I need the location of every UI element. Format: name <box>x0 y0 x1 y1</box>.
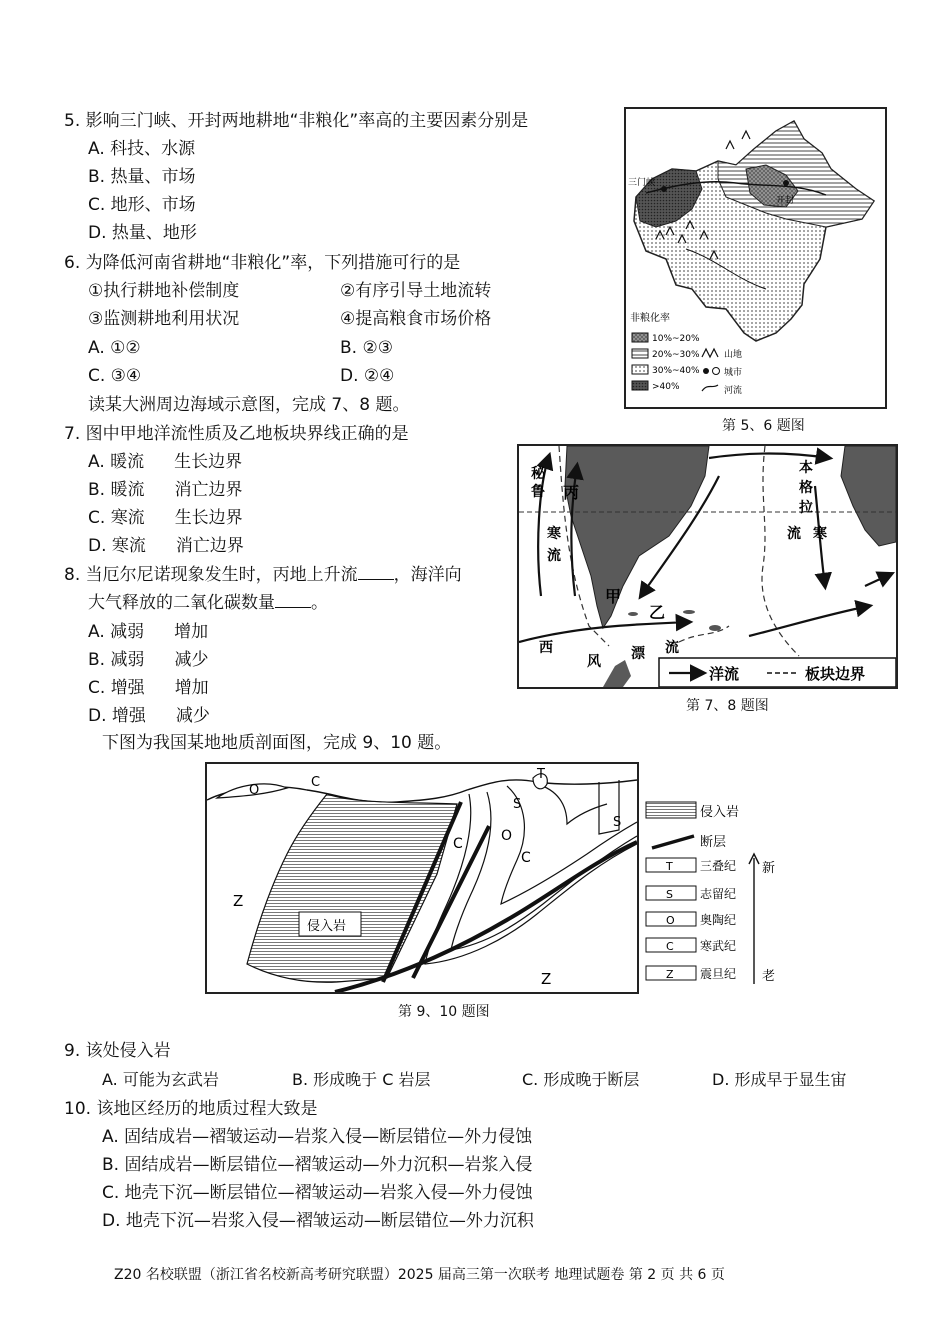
legend-code-o: O <box>666 914 675 927</box>
legend-sinian: 震旦纪 <box>700 967 737 981</box>
q8-stem-line1: 8. 当厄尔尼诺现象发生时，丙地上升流 ，海洋向 <box>64 565 462 585</box>
label-c-top: C <box>311 775 321 790</box>
legend-old: 老 <box>762 969 776 984</box>
benguela-char-2: 格 <box>799 480 813 496</box>
legend-over-40: >40% <box>652 382 680 392</box>
river-legend-icon <box>702 385 718 391</box>
q5-option-a: A. 科技、水源 <box>88 139 196 159</box>
q5-option-c: C. 地形、市场 <box>88 195 196 215</box>
legend-current-label: 洋流 <box>709 665 740 683</box>
q5-option-b: B. 热量、市场 <box>88 167 196 187</box>
peru-current-char-2: 鲁 <box>531 484 545 500</box>
intro-7-8: 读某大洲周边海域示意图，完成 7、8 题。 <box>88 395 410 415</box>
q9-option-c: C. 形成晚于断层 <box>522 1070 640 1089</box>
q6-measure-4: ④提高粮食市场价格 <box>340 309 492 329</box>
q6-stem: 6. 为降低河南省耕地“非粮化”率，下列措施可行的是 <box>64 253 461 273</box>
label-bing: 丙 <box>563 483 580 502</box>
legend-river: 河流 <box>724 386 743 396</box>
q6-measure-2: ②有序引导土地流转 <box>340 281 492 301</box>
legend-code-t: T <box>666 860 673 873</box>
sanmenxia-label: 三门峡 <box>628 178 656 188</box>
label-z-left: Z <box>233 892 244 910</box>
legend-city: 城市 <box>724 368 743 378</box>
legend-30-40: 30%~40% <box>652 366 700 376</box>
peru-current-char-1: 秘 <box>531 466 545 482</box>
benguela-char-5: 寒 <box>813 526 827 542</box>
west-wind-char-1: 西 <box>539 640 553 656</box>
label-yi: 乙 <box>649 603 666 622</box>
label-c-mid: C <box>453 836 463 852</box>
legend-10-20: 10%~20% <box>652 334 700 344</box>
page-footer: Z20 名校联盟（浙江省名校新高考研究联盟）2025 届高三第一次联考 地理试题卷 第 2 页 共 6 页 <box>114 1267 725 1283</box>
q8-option-a: A. 减弱 增加 <box>88 622 209 642</box>
q8-option-b: B. 减弱 减少 <box>88 650 209 670</box>
figure-5-6-caption: 第 5、6 题图 <box>722 418 805 434</box>
benguela-char-3: 拉 <box>799 500 813 516</box>
henan-map-figure <box>624 107 887 409</box>
label-c-low: C <box>521 850 531 866</box>
q6-option-b: B. ②③ <box>340 338 393 358</box>
q10-option-a: A. 固结成岩—褶皱运动—岩浆入侵—断层错位—外力侵蚀 <box>102 1127 533 1147</box>
q9-option-a: A. 可能为玄武岩 <box>102 1070 219 1089</box>
q10-option-d: D. 地壳下沉—岩浆入侵—褶皱运动—断层错位—外力沉积 <box>102 1211 534 1231</box>
q7-option-a: A. 暖流 生长边界 <box>88 452 243 472</box>
legend-silurian: 志留纪 <box>700 887 737 901</box>
q7-stem: 7. 图中甲地洋流性质及乙地板块界线正确的是 <box>64 424 409 444</box>
figure-7-8-caption: 第 7、8 题图 <box>686 698 769 714</box>
q9-option-b: B. 形成晚于 C 岩层 <box>292 1070 431 1089</box>
geo-section-figure <box>205 762 639 994</box>
intro-9-10: 下图为我国某地地质剖面图，完成 9、10 题。 <box>102 733 452 753</box>
label-s-mid: S <box>513 797 522 812</box>
q5-stem: 5. 影响三门峡、开封两地耕地“非粮化”率高的主要因素分别是 <box>64 111 529 131</box>
west-wind-char-4: 流 <box>665 640 679 656</box>
legend-intrusion: 侵入岩 <box>700 805 740 820</box>
mountain-legend-icon <box>702 349 718 357</box>
q8-stem-line2: 大气释放的二氧化碳数量 。 <box>88 593 328 613</box>
west-wind-char-2: 风 <box>587 654 601 670</box>
q7-option-b: B. 暖流 消亡边界 <box>88 480 243 500</box>
q10-stem: 10. 该地区经历的地质过程大致是 <box>64 1099 318 1119</box>
q5-option-d: D. 热量、地形 <box>88 223 197 243</box>
peru-current-char-4: 流 <box>547 548 561 564</box>
label-o-mid: O <box>501 828 513 844</box>
legend-ordovician: 奥陶纪 <box>700 913 737 927</box>
q9-stem: 9. 该处侵入岩 <box>64 1041 171 1061</box>
ocean-map-figure <box>517 444 898 689</box>
legend-mountain: 山地 <box>724 350 743 360</box>
legend-fault: 断层 <box>700 835 727 850</box>
label-o-top: O <box>249 783 260 798</box>
sanmenxia-city-dot <box>661 186 667 192</box>
q9-option-d: D. 形成早于显生宙 <box>712 1070 847 1089</box>
q6-measure-3: ③监测耕地利用状况 <box>88 309 240 329</box>
q8-option-c: C. 增强 增加 <box>88 678 209 698</box>
label-s-right: S <box>613 815 622 830</box>
legend-boundary-label: 板块边界 <box>805 665 866 683</box>
legend-new: 新 <box>762 861 776 876</box>
label-z-bottom: Z <box>541 970 552 988</box>
legend-triassic: 三叠纪 <box>700 859 737 873</box>
geo-section <box>207 764 637 992</box>
legend-20-30: 20%~30% <box>652 350 700 360</box>
benguela-char-4: 流 <box>787 526 801 542</box>
legend-fault-line <box>652 836 694 848</box>
label-t: T <box>537 767 545 782</box>
benguela-char-1: 本 <box>799 460 813 476</box>
q10-option-b: B. 固结成岩—断层错位—褶皱运动—外力沉积—岩浆入侵 <box>102 1155 533 1175</box>
peru-current-char-3: 寒 <box>547 526 561 542</box>
label-intrusion: 侵入岩 <box>307 919 347 934</box>
q10-option-c: C. 地壳下沉—断层错位—褶皱运动—岩浆入侵—外力侵蚀 <box>102 1183 533 1203</box>
henan-map <box>626 109 885 407</box>
legend-code-s: S <box>666 888 673 901</box>
geo-legend <box>644 796 784 992</box>
legend-code-z: Z <box>666 968 674 981</box>
q6-measure-1: ①执行耕地补偿制度 <box>88 281 240 301</box>
q6-option-c: C. ③④ <box>88 366 142 386</box>
q7-option-d: D. 寒流 消亡边界 <box>88 536 244 556</box>
q8-option-d: D. 增强 减少 <box>88 706 210 726</box>
figure-9-10-caption: 第 9、10 题图 <box>398 1004 490 1020</box>
kaifeng-city-dot <box>783 180 789 186</box>
west-wind-char-3: 漂 <box>631 646 645 662</box>
legend-cambrian: 寒武纪 <box>700 939 737 953</box>
legend-code-c: C <box>666 940 674 953</box>
kaifeng-label: 开封 <box>776 196 795 206</box>
label-jia: 甲 <box>605 587 622 606</box>
legend-title: 非粮化率 <box>630 313 670 324</box>
q6-option-d: D. ②④ <box>340 366 395 386</box>
q7-option-c: C. 寒流 生长边界 <box>88 508 243 528</box>
q6-option-a: A. ①② <box>88 338 141 358</box>
ocean-map <box>519 446 896 687</box>
